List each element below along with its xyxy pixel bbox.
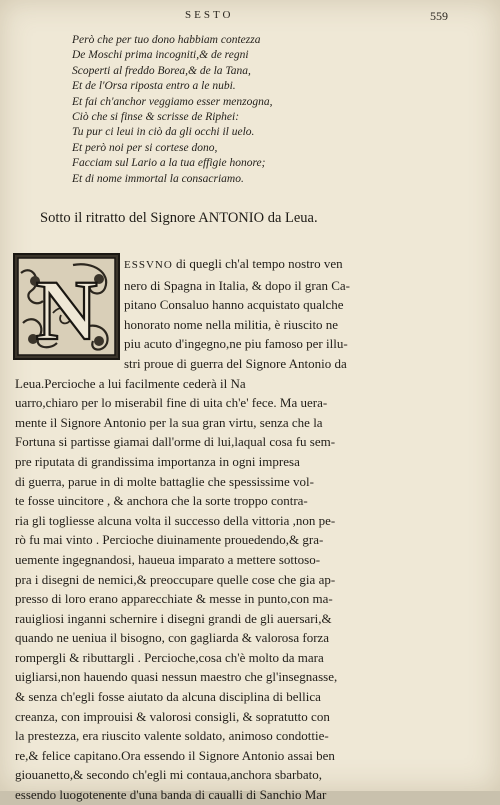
body-line: ria gli togliesse alcuna volta il successo della vittoria ,non pe- (15, 512, 336, 528)
body-line (15, 254, 403, 276)
body-line: te fosse uincitore , & anchora che la sorte troppo contra- (15, 493, 308, 509)
verse-line: Facciam sul Lario a la tua effigie honore; (72, 157, 266, 170)
body-line: stri proue di guerra del Signore Antonio da (124, 355, 347, 371)
body-line: rauigliosi inganni schernire i disegni grandi de gli auersari,& (15, 610, 332, 626)
first-word: ESSVNO (124, 259, 173, 271)
verse-line: Et però noi per si cortese dono, (72, 141, 218, 154)
body-line: essendo luogotenente d'una banda di caualli di Sanchio Mar (15, 787, 327, 803)
body-line: presso di loro erano apparecchiate & messe in punto,con ma- (15, 591, 333, 607)
verse-line: Scoperti al freddo Borea,& de la Tana, (72, 64, 251, 77)
verse-block (72, 33, 412, 187)
body-line: uarro,chiaro per lo miserabil fine di uita ch'e' fece. Ma uera- (15, 395, 328, 411)
verse-line: Ciò che si finse & scrisse de Riphei: (72, 111, 240, 124)
page-number: 559 (430, 9, 448, 23)
body-line: di guerra, parue in di molte battaglie che spessissime vol- (15, 473, 314, 489)
verse-line: Tu pur ci leui in ciò da gli occhi il uelo. (72, 126, 255, 139)
running-head (0, 9, 500, 27)
body-line: Leua.Percioche a lui facilmente cederà il Na (15, 375, 246, 391)
body-text (15, 254, 403, 805)
body-line: uemente ingegnandosi, haueua imparato a mettere sottoso- (15, 551, 321, 567)
body-line: mente il Signore Antonio per la sua gran virtu, senza che la (15, 414, 323, 430)
body-line: pitano Consaluo hanno acquistato qualche (124, 297, 344, 313)
verse-line: Et de l'Orsa riposta entro a le nubi. (72, 80, 236, 93)
body-line: la prestezza, era riuscito valente soldato, animoso condottie- (15, 728, 329, 744)
body-line: uigliarsi,non hauendo quasi nessun maestro che gl'insegnasse, (15, 669, 338, 685)
section-title: Sotto il ritratto del Signore ANTONIO da Leua. (40, 210, 318, 226)
body-line: piu acuto d'ingegno,ne piu famoso per illu- (124, 336, 348, 352)
body-line: honorato nome nella militia, è riuscito ne (124, 316, 339, 332)
body-line: quando ne ueniua il bisogno, con gagliarda & valorosa forza (15, 630, 330, 646)
drop-cap-letter: N (35, 262, 98, 358)
running-head-title: SESTO (185, 9, 234, 21)
body-line: Fortuna si partisse giamai dall'orme di lui,laqual cosa fu sem- (15, 434, 336, 450)
body-line: & senza ch'egli fosse aiutato da alcuna disciplina di bellica (15, 689, 321, 705)
body-line: giouanetto,& secondo ch'egli mi contaua,anchora sbarbato, (15, 767, 323, 783)
verse-line: De Moschi prima incogniti,& de regni (72, 49, 249, 62)
verse-line: Però che per tuo dono habbiam contezza (72, 34, 261, 46)
body-line: rompergli & ributtargli . Percioche,cosa ch'è molto da mara (15, 649, 324, 665)
body-line: creanza, con improuisi & valorosi consigli, & sopratutto con (15, 708, 330, 724)
body-line-text: di quegli ch'al tempo nostro ven (172, 256, 343, 271)
body-line: nero di Spagna in Italia, & dopo il gran Ca- (124, 277, 351, 293)
verse-line: Et fai ch'anchor veggiamo esser menzogna, (72, 95, 273, 108)
body-line: pra i disegni de nemici,& preoccupare quelle cose che gia ap- (15, 571, 336, 587)
body-line: rò fu mai vinto . Percioche diuinamente prouedendo,& gra- (15, 532, 324, 548)
body-line: re,& felice capitano.Ora essendo il Signore Antonio assai ben (15, 747, 335, 763)
body-line: pre riputata di grandissima importanza in ogni impresa (15, 453, 300, 469)
verse-line: Et di nome immortal la consacriamo. (72, 172, 244, 185)
